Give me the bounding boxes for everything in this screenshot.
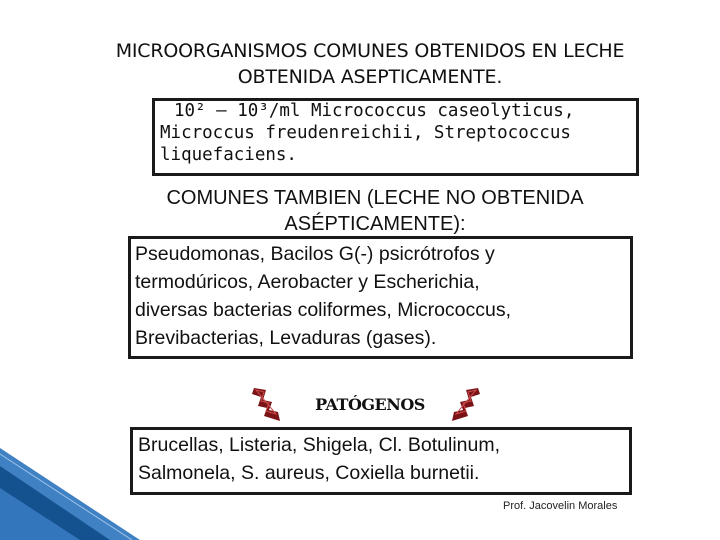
title-line-1: MICROORGANISMOS COMUNES OBTENIDOS EN LECHE (115, 40, 625, 62)
pathogens-text (138, 431, 628, 487)
common-line-4: Brevibacterias, Levaduras (gases). (135, 327, 437, 349)
aseptic-line-2: Microccus freudenreichii, Streptococcus (160, 123, 571, 143)
common-line-3: diversas bacterias coliformes, Micrococcus, (135, 299, 512, 321)
aseptic-line-3: liquefaciens. (160, 145, 297, 165)
common-heading (110, 185, 640, 237)
common-microorganisms-text (135, 240, 630, 352)
aseptic-microorganisms-text (160, 100, 640, 166)
common-heading-line-1: COMUNES TAMBIEN (LECHE NO OBTENIDA (166, 187, 584, 209)
common-line-2: termodúricos, Aerobacter y Escherichia, (135, 271, 480, 293)
common-line-1: Pseudomonas, Bacilos G(-) psicrótrofos y (135, 243, 495, 265)
lightning-bolt-icon (450, 386, 480, 422)
pathogens-label: PATÓGENOS (315, 395, 425, 414)
pathogens-line-2: Salmonela, S. aureus, Coxiella burnetii. (138, 462, 480, 484)
pathogens-line-1: Brucellas, Listeria, Shigela, Cl. Botulinum, (138, 434, 500, 456)
lightning-bolt-icon (252, 386, 282, 422)
slide-title (40, 38, 700, 90)
title-line-2: OBTENIDA ASEPTICAMENTE. (237, 66, 503, 88)
decorative-corner-shape (0, 448, 140, 540)
aseptic-line-1: 10² – 10³/ml Micrococcus caseolyticus, (174, 101, 575, 121)
common-heading-line-2: ASÉPTICAMENTE): (284, 213, 466, 235)
author-credit: Prof. Jacovelin Morales (503, 500, 618, 512)
